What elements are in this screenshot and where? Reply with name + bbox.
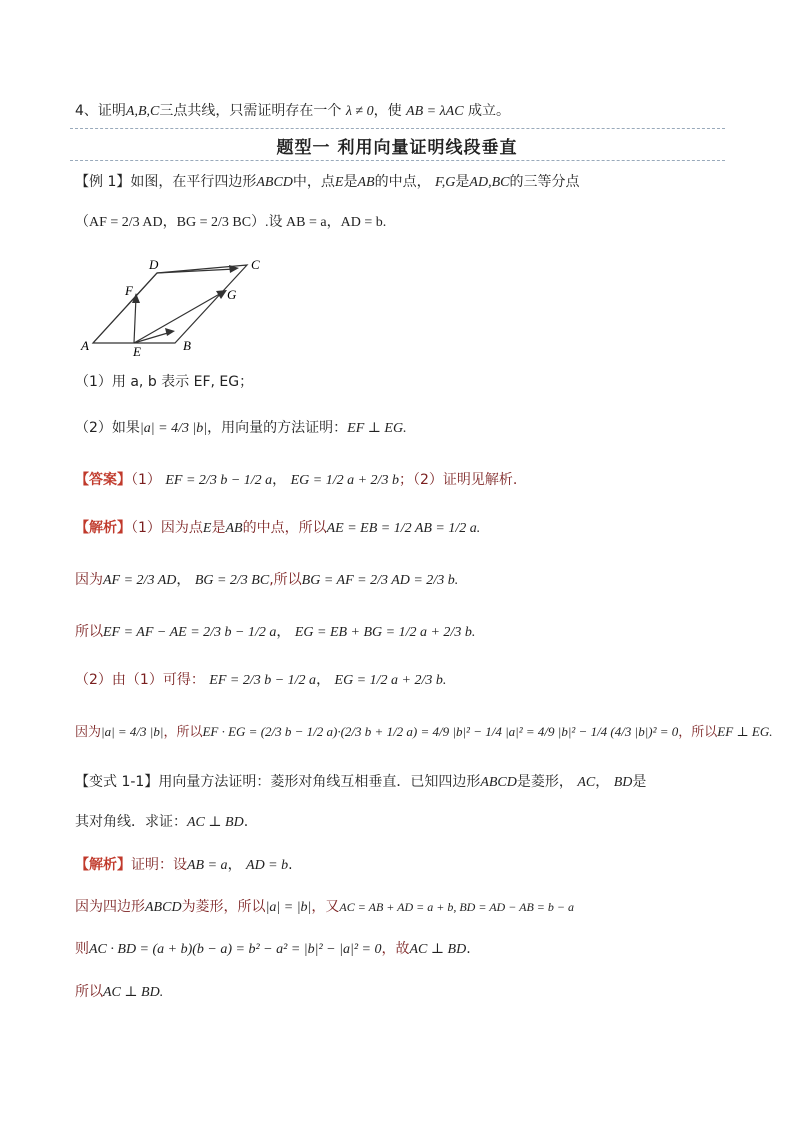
quad-abcd: ABCD — [480, 775, 517, 790]
q2-condition: |a| = 4/3 |b| — [139, 421, 208, 436]
analysis-eq: AF = 2/3 AD — [103, 573, 177, 588]
analysis-text: （2）由（1）可得： — [75, 672, 205, 688]
analysis2-line-3 — [75, 939, 471, 960]
vector-ef — [134, 297, 136, 343]
analysis-eq: EF · EG = (2/3 b − 1/2 a)·(2/3 b + 1/2 a) = 4/9 |b|² − 1/4 |a|² = 4/9 |b|² − 1/4 (4/3 |b|)² = 0 — [202, 724, 679, 739]
analysis-text: 是 — [211, 520, 226, 536]
label-e: E — [133, 344, 141, 359]
variant-text: . — [243, 814, 249, 830]
divider-bottom — [70, 160, 725, 161]
vector-eb — [134, 332, 171, 343]
statement-prefix: 4、证明 — [75, 103, 126, 119]
analysis-eq: |a| = 4/3 |b| — [101, 724, 164, 739]
label-b: B — [183, 338, 191, 353]
example-text: 的中点， — [374, 174, 431, 190]
collinear-equation: AB = λAC — [406, 104, 464, 119]
variant-line-2 — [75, 812, 248, 833]
answer-eg: EG = 1/2 a + 2/3 b — [290, 473, 399, 488]
analysis-eq: EF = 2/3 b − 1/2 a — [209, 673, 317, 688]
example-text: 是 — [343, 174, 358, 190]
points-fg: F,G — [435, 175, 456, 190]
label-a: A — [81, 338, 89, 353]
lambda-condition: λ ≠ 0 — [345, 104, 374, 119]
label-g: G — [227, 287, 237, 302]
points-abc: A,B,C — [125, 104, 160, 119]
point-e: E — [334, 175, 344, 190]
analysis-line-5 — [75, 722, 772, 743]
example-text: 的三等分点 — [509, 174, 580, 190]
answer-ef: EF = 2/3 b − 1/2 a — [165, 473, 273, 488]
analysis-line-4: （2）由（1）可得： EF = 2/3 b − 1/2 a， EG = 1/2 a + 2/3 b. — [75, 672, 447, 688]
segment-ab: AB — [357, 175, 375, 190]
variant-tag: 【变式 1-1】 — [75, 774, 159, 790]
analysis2-tag: 【解析】 — [75, 857, 131, 873]
analysis-eq: AE = EB = 1/2 AB = 1/2 a. — [326, 521, 481, 536]
section-title: 题型一 利用向量证明线段垂直 — [276, 138, 518, 158]
analysis2-line-4 — [75, 982, 163, 1003]
answer-line: 【答案】（1） EF = 2/3 b − 1/2 a， EG = 1/2 a + 2/3 b；（2）证明见解析. — [75, 472, 518, 488]
analysis-line-1 — [75, 518, 480, 539]
question-2 — [75, 418, 407, 439]
segment-ab: AB — [225, 521, 243, 536]
analysis2-text: . — [466, 941, 471, 957]
analysis-text: 所以 — [75, 624, 103, 640]
divider-top — [70, 128, 725, 129]
variant-goal: AC ⊥ BD — [187, 815, 244, 830]
analysis-text: ，所以 — [163, 725, 203, 740]
analysis2-eq: AB = a — [187, 858, 228, 873]
analysis2-eq: |a| = |b| — [265, 900, 312, 915]
analysis2-text: 证明：设 — [131, 857, 187, 873]
question-1: （1）用 a, b 表示 EF, EG； — [75, 374, 254, 390]
label-c: C — [251, 257, 260, 272]
analysis2-text: 则 — [75, 941, 89, 957]
arrowhead-ef — [132, 293, 140, 303]
analysis2-line-1: 【解析】证明：设AB = a， AD = b. — [75, 857, 293, 873]
analysis-line-3: 所以EF = AF − AE = 2/3 b − 1/2 a， EG = EB + BG = 1/2 a + 2/3 b. — [75, 624, 476, 640]
analysis2-text: 所以 — [75, 984, 103, 1000]
variant-text: 用向量方法证明：菱形对角线互相垂直．已知四边形 — [158, 774, 481, 790]
analysis-goal: EF ⊥ EG. — [717, 724, 773, 739]
analysis2-text: ，故 — [381, 941, 410, 957]
statement-mid2: ，使 — [373, 103, 402, 119]
label-d: D — [149, 257, 159, 272]
diagonal-bd: BD — [613, 775, 633, 790]
analysis-eq: EG = EB + BG = 1/2 a + 2/3 b. — [294, 625, 476, 640]
analysis2-line-2 — [75, 897, 574, 918]
analysis-eq: EF = AF − AE = 2/3 b − 1/2 a — [103, 625, 277, 640]
analysis2-goal: AC ⊥ BD — [409, 942, 467, 957]
variant-text: 是 — [632, 774, 647, 790]
q2-prefix: （2）如果 — [75, 420, 140, 436]
analysis-eq: BG = AF = 2/3 AD = 2/3 b. — [301, 573, 459, 588]
quad-abcd: ABCD — [145, 900, 182, 915]
variant-text: 其对角线．求证： — [75, 814, 187, 830]
analysis-text: 的中点，所以 — [242, 520, 327, 536]
analysis-line-2: 因为AF = 2/3 AD， BG = 2/3 BC,所以BG = AF = 2/3 AD = 2/3 b. — [75, 572, 459, 588]
label-f: F — [125, 283, 133, 298]
analysis-tag: 【解析】 — [75, 520, 131, 536]
diagonal-ac: AC — [577, 775, 596, 790]
example-1-line — [75, 172, 579, 193]
point-e: E — [202, 521, 212, 536]
analysis-text: （1）因为点 — [131, 520, 203, 536]
parallelogram-figure — [75, 255, 275, 360]
analysis-eq: EG = 1/2 a + 2/3 b. — [334, 673, 447, 688]
example-text: 是 — [455, 174, 470, 190]
q2-goal: EF ⊥ EG. — [347, 421, 407, 436]
vector-eg — [134, 292, 223, 343]
arrowhead-eb — [165, 328, 175, 336]
quad-abcd: ABCD — [256, 175, 293, 190]
variant-text: 是菱形， — [516, 774, 573, 790]
statement-line — [75, 101, 510, 122]
analysis2-goal: AC ⊥ BD. — [103, 985, 164, 1000]
analysis-text: 因为 — [75, 572, 103, 588]
example-condition: （AF = 2/3 AD，BG = 2/3 BC）.设 AB = a，AD = b. — [75, 215, 387, 230]
statement-suffix: 成立。 — [468, 103, 510, 119]
example-text: 中，点 — [292, 174, 335, 190]
statement-mid: 三点共线，只需证明存在一个 — [159, 103, 342, 119]
analysis2-text: ，又 — [311, 899, 340, 915]
analysis-text: ，所以 — [678, 725, 718, 740]
analysis-text: ,所以 — [269, 572, 302, 588]
example-tag: 【例 1】 — [75, 174, 131, 190]
answer-part1: （1） — [131, 472, 161, 488]
variant-line-1 — [75, 772, 646, 793]
example-text: 如图，在平行四边形 — [130, 174, 257, 190]
analysis-text: 因为 — [75, 725, 102, 740]
answer-part2: ；（2）证明见解析. — [398, 472, 518, 488]
analysis2-eq: AC · BD = (a + b)(b − a) = b² − a² = |b|² − |a|² = 0 — [89, 942, 382, 957]
analysis2-text: 为菱形，所以 — [181, 899, 266, 915]
analysis2-eq: AC = AB + AD = a + b, BD = AD − AB = b − a — [339, 900, 574, 914]
analysis-eq: BG = 2/3 BC — [194, 573, 270, 588]
analysis2-text: 因为四边形 — [75, 899, 145, 915]
segments-ad-bc: AD,BC — [469, 175, 510, 190]
answer-tag: 【答案】 — [75, 472, 131, 488]
variant-text: ， — [595, 774, 610, 790]
analysis2-eq: AD = b — [246, 858, 289, 873]
q2-suffix: ，用向量的方法证明： — [207, 420, 348, 436]
